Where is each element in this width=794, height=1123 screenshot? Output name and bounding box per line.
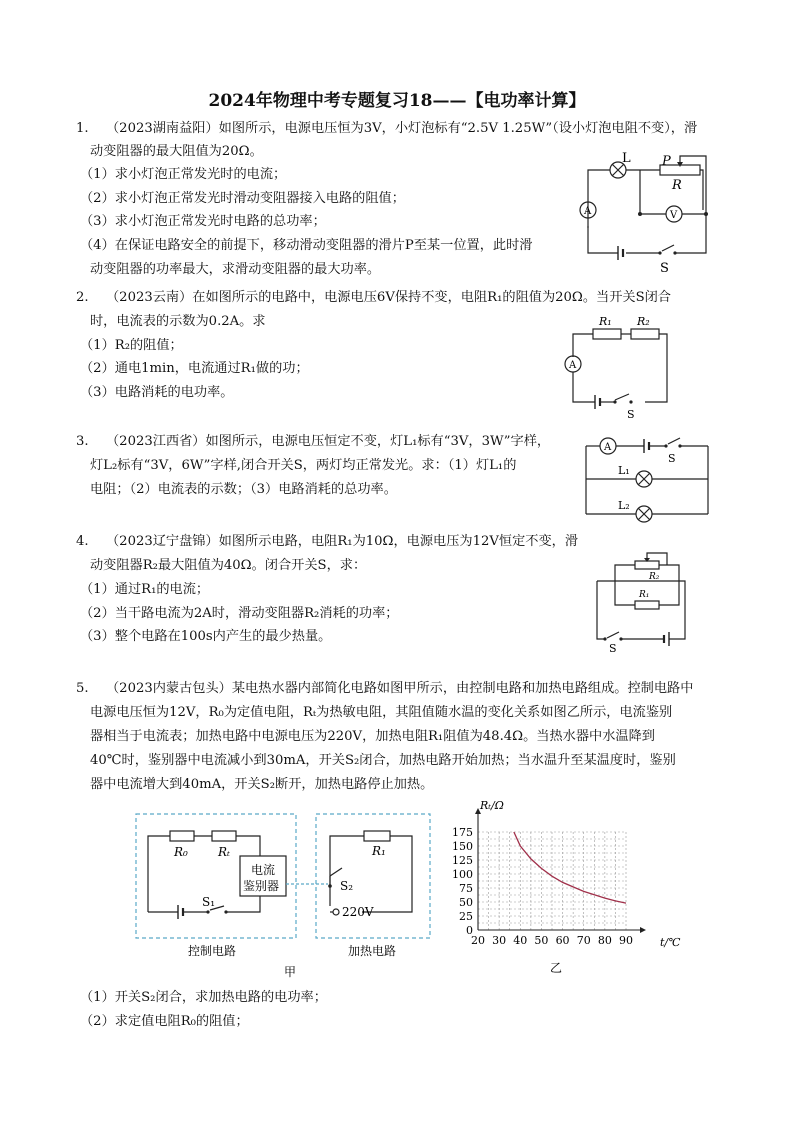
- sub-question: （1）求小灯泡正常发光时的电流；: [80, 167, 287, 182]
- lamp-label: L: [622, 151, 631, 166]
- y-tick-label: 100: [452, 868, 473, 881]
- ammeter-label: A: [604, 442, 612, 453]
- ammeter-label: A: [569, 360, 577, 371]
- question-text: 电源电压恒为12V，R₀为定值电阻，Rₜ为热敏电阻，其阻值随水温的变化关系如图乙所示，电流鉴别: [90, 705, 673, 720]
- resistor-r0-label: R₀: [174, 845, 188, 859]
- question-text: 器相当于电流表；加热电路中电源电压为220V，加热电阻R₁阻值为48.4Ω。当热水器中水温降到: [90, 729, 655, 744]
- question-number: 5.: [76, 681, 89, 696]
- y-tick-label: 150: [452, 840, 473, 853]
- x-tick-label: 30: [492, 934, 507, 947]
- switch-s1-label: S₁: [202, 895, 216, 909]
- circuit-diagram-q4: [585, 545, 695, 653]
- y-tick-label: 75: [459, 882, 473, 895]
- question-text: 电阻；（2）电流表的示数；（3）电路消耗的总功率。: [90, 482, 397, 497]
- y-tick-label: 25: [459, 910, 473, 923]
- x-tick-label: 50: [534, 934, 549, 947]
- rheostat-r2-label: R₂: [649, 572, 660, 582]
- question-number: 3.: [76, 434, 89, 449]
- question-text: （2023云南）在如图所示的电路中，电源电压6V保持不变，电阻R₁的阻值为20Ω。当开关S闭合: [106, 290, 671, 305]
- sub-question: （1）开关S₂闭合，求加热电路的电功率；: [80, 990, 327, 1005]
- sub-question: （2）求定值电阻R₀的阻值；: [80, 1014, 249, 1029]
- lamp-l2-label: L₂: [618, 499, 630, 512]
- sub-question: （3）求小灯泡正常发光时电路的总功率；: [80, 214, 326, 229]
- resistor-r2-label: R₂: [637, 315, 650, 328]
- thermistor-chart: [448, 796, 698, 980]
- resistor-r1-label: R₁: [599, 315, 612, 328]
- figure-jia-caption: 甲: [284, 965, 297, 979]
- control-circuit-caption: 控制电路: [188, 944, 237, 958]
- x-tick-label: 70: [576, 934, 591, 947]
- slider-label: P: [662, 154, 671, 169]
- x-axis-label: t/℃: [660, 936, 681, 949]
- question-text: 动变阻器的最大阻值为20Ω。: [90, 144, 263, 159]
- question-number: 4.: [76, 534, 89, 549]
- y-tick-label: 175: [452, 826, 473, 839]
- rheostat-label: R: [672, 178, 682, 193]
- sub-question: （3）电路消耗的电功率。: [80, 385, 234, 400]
- switch-label: S: [660, 261, 669, 276]
- y-tick-label: 125: [452, 854, 473, 867]
- resistor-r1-label: R₁: [639, 590, 650, 600]
- lamp-l1-label: L₁: [618, 464, 630, 477]
- y-tick-label: 50: [459, 896, 473, 909]
- switch-label: S: [609, 642, 617, 653]
- y-axis-label: Rₜ/Ω: [480, 799, 504, 812]
- switch-label: S: [668, 452, 676, 465]
- x-tick-label: 20: [471, 934, 485, 947]
- voltmeter-label: V: [670, 210, 678, 221]
- sub-question: （1）R₂的阻值；: [80, 338, 183, 353]
- question-text: 灯L₂标有“3V，6W”字样,闭合开关S，两灯均正常发光。求：（1）灯L₁的: [90, 458, 517, 473]
- thermistor-label: Rₜ: [218, 845, 230, 859]
- question-text: （2023内蒙古包头）某电热水器内部简化电路如图甲所示，由控制电路和加热电路组成。控制电路中: [106, 681, 694, 696]
- x-tick-label: 90: [619, 934, 633, 947]
- circuit-diagram-jia: [130, 810, 440, 980]
- switch-label: S: [627, 408, 635, 421]
- x-tick-label: 80: [597, 934, 612, 947]
- figure-yi-caption: 乙: [550, 961, 563, 975]
- question-text: 器中电流增大到40mA，开关S₂断开，加热电路停止加热。: [90, 777, 434, 792]
- sub-question: （2）求小灯泡正常发光时滑动变阻器接入电路的阻值；: [80, 191, 405, 206]
- sub-question: （2）当干路电流为2A时，滑动变阻器R₂消耗的功率；: [80, 606, 399, 621]
- x-tick-label: 60: [555, 934, 570, 947]
- heat-circuit-caption: 加热电路: [348, 944, 397, 958]
- circuit-diagram-q1: [570, 148, 720, 278]
- sub-question: （4）在保证电路安全的前提下，移动滑动变阻器的滑片P至某一位置，此时滑: [80, 238, 533, 253]
- question-text: 40℃时，鉴别器中电流减小到30mA，开关S₂闭合，加热电路开始加热；当水温升至某温度时，鉴别: [90, 753, 676, 768]
- x-tick-label: 40: [513, 934, 528, 947]
- ammeter-label: A: [584, 206, 592, 217]
- switch-s2-label: S₂: [340, 879, 354, 893]
- x-axis-arrow: [640, 927, 646, 933]
- question-number: 1.: [76, 121, 89, 136]
- sub-question: （1）通过R₁的电流；: [80, 582, 210, 597]
- sub-question: （3）整个电路在100s内产生的最少热量。: [80, 629, 332, 644]
- circuit-diagram-q2: [555, 312, 675, 422]
- y-tick-label: 0: [466, 924, 473, 937]
- sub-question: 动变阻器的功率最大，求滑动变阻器的最大功率。: [90, 262, 381, 277]
- meter-label-line1: 电流: [251, 863, 276, 877]
- question-number: 2.: [76, 290, 89, 305]
- question-text: （2023湖南益阳）如图所示，电源电压恒为3V，小灯泡标有“2.5V 1.25W”（设小灯泡电阻不变），滑: [106, 121, 698, 136]
- circuit-diagram-q3: [580, 428, 720, 528]
- sub-question: （2）通电1min，电流通过R₁做的功；: [80, 361, 309, 376]
- question-text: 动变阻器R₂最大阻值为40Ω。闭合开关S，求：: [90, 558, 367, 573]
- resistor-r1-label: R₁: [372, 844, 386, 858]
- question-text: （2023辽宁盘锦）如图所示电路，电阻R₁为10Ω，电源电压为12V恒定不变，滑: [106, 534, 579, 549]
- voltage-label: 220V: [342, 905, 374, 919]
- meter-label-line2: 鉴别器: [243, 879, 280, 893]
- question-text: 时，电流表的示数为0.2A。求: [90, 314, 266, 329]
- page-title: 2024年物理中考专题复习18——【电功率计算】: [208, 91, 586, 111]
- question-text: （2023江西省）如图所示，电源电压恒定不变，灯L₁标有“3V，3W”字样，: [106, 434, 551, 449]
